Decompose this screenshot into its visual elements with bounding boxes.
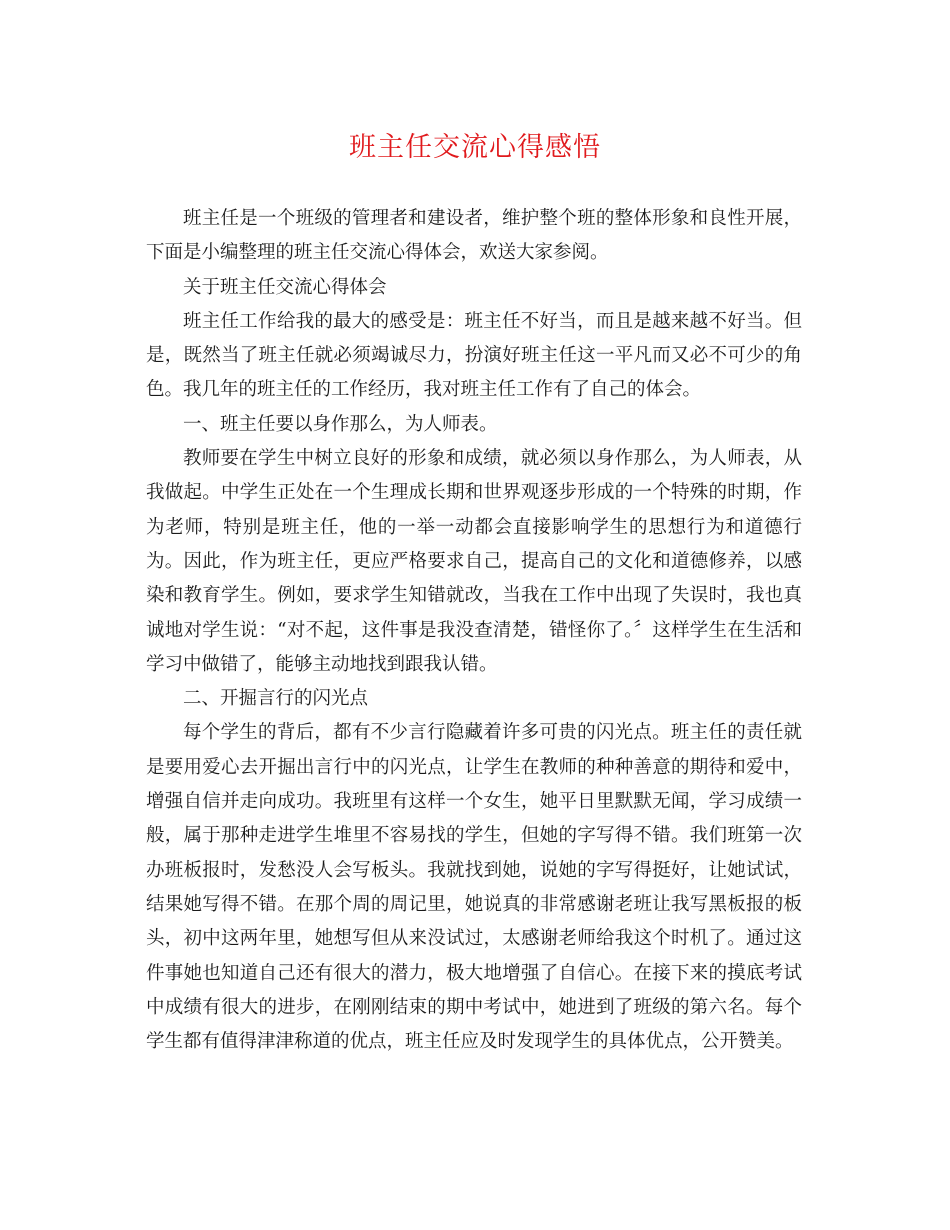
- intro-paragraph: 班主任是一个班级的管理者和建设者，维护整个班的整体形象和良性开展，下面是小编整理的班主任交流心得体会，欢送大家参阅。: [146, 208, 802, 264]
- body-paragraph: 班主任工作给我的最大的感受是：班主任不好当，而且是越来越不好当。但是，既然当了班主任就必须竭诚尽力，扮演好班主任这一平凡而又必不可少的角色。我几年的班主任的工作经历，我对班主任工作有了自己的体会。: [146, 310, 802, 401]
- document-body: [146, 202, 802, 1059]
- body-paragraph: 教师要在学生中树立良好的形象和成绩，就必须以身作那么，为人师表，从我做起。中学生正处在一个生理成长期和世界观逐步形成的一个特殊的时期，作为老师，特别是班主任，他的一举一动都会直接影响学生的思想行为和道德行为。因此，作为班主任，更应严格要求自己，提高自己的文化和道德修养，以感染和教育学生。例如，要求学生知错就改，当我在工作中出现了失误时，我也真诚地对学生说：“对不起，这件事是我没查清楚，错怪你了。〞这样学生在生活和学习中做错了，能够主动地找到跟我认错。: [146, 448, 802, 675]
- section-heading-1: 一、班主任要以身作那么，为人师表。: [183, 413, 498, 435]
- body-paragraph: 每个学生的背后，都有不少言行隐藏着许多可贵的闪光点。班主任的责任就是要用爱心去开掘出言行中的闪光点，让学生在教师的种种善意的期待和爱中，增强自信并走向成功。我班里有这样一个女生，她平日里默默无闻，学习成绩一般，属于那种走进学生堆里不容易找的学生，但她的字写得不错。我们班第一次办班板报时，发愁没人会写板头。我就找到她，说她的字写得挺好，让她试试，结果她写得不错。在那个周的周记里，她说真的非常感谢老班让我写黑板报的板头，初中这两年里，她想写但从来没试过，太感谢老师给我这个时机了。通过这件事她也知道自己还有很大的潜力，极大地增强了自信心。在接下来的摸底考试中成绩有很大的进步，在刚刚结束的期中考试中，她进到了班级的第六名。每个学生都有值得津津称道的优点，班主任应及时发现学生的具体优点，公开赞美。: [146, 722, 802, 1053]
- section-heading: 关于班主任交流心得体会: [183, 276, 387, 298]
- section-heading-2: 二、开掘言行的闪光点: [183, 688, 369, 710]
- page-title: 班主任交流心得感悟: [349, 132, 601, 163]
